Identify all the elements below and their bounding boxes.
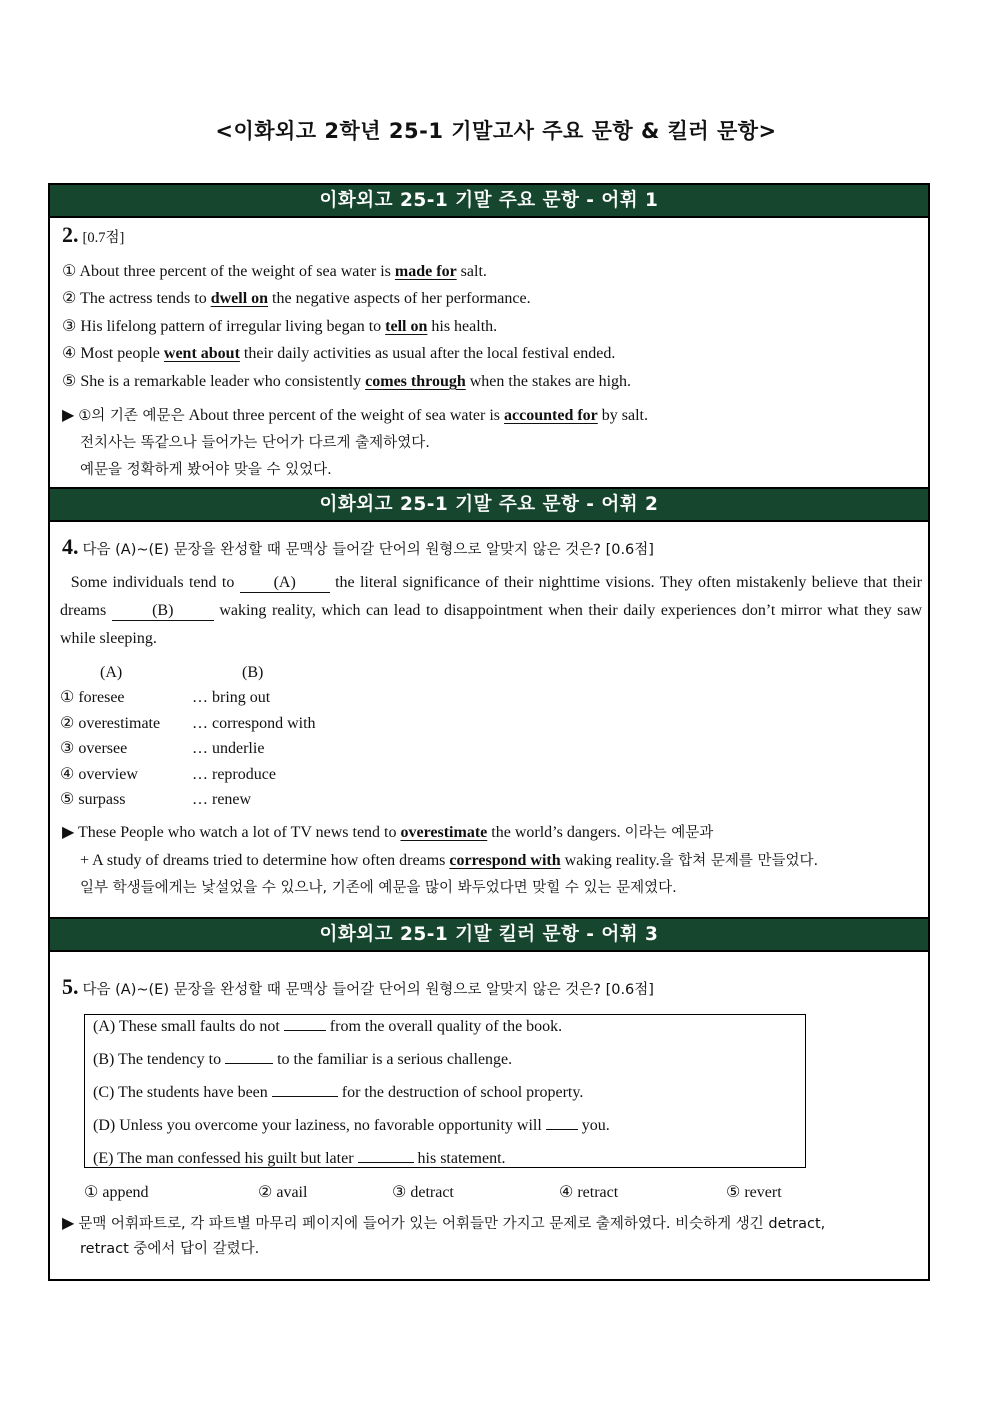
sentence-b: (B) The tendency to to the familiar is a serious challenge. [93, 1051, 513, 1068]
option-4: ④ overview … reproduce [60, 766, 276, 783]
choice-2: ② avail [258, 1184, 308, 1201]
key-phrase: comes through [365, 373, 466, 390]
option-3: ③ oversee … underlie [60, 740, 265, 757]
blank-b: (B) [112, 602, 214, 621]
section-header-2: 이화외고 25-1 기말 주요 문항 - 어휘 2 [50, 487, 928, 522]
option-1: ① foresee … bring out [60, 689, 271, 706]
section-header-1: 이화외고 25-1 기말 주요 문항 - 어휘 1 [50, 185, 928, 218]
commentary-line-1: ▶ ①의 기존 예문은 About three percent of the weight of sea water is accounted for by salt. [62, 407, 648, 424]
question-number: 5. [62, 974, 79, 999]
key-phrase: tell on [385, 318, 428, 335]
question-5-title [62, 974, 654, 1000]
sentence-d: (D) Unless you overcome your laziness, no favorable opportunity will you. [93, 1117, 610, 1134]
option-4: ④ Most people went about their daily activities as usual after the local festival ended. [62, 345, 616, 362]
commentary-line-3: 일부 학생들에게는 낯설었을 수 있으나, 기존에 예문을 많이 봐두었다면 맞힐 수 있는 문제였다. [80, 880, 677, 896]
triangle-bullet-icon: ▶ [62, 407, 75, 424]
exam-frame: 이화외고 25-1 기말 주요 문항 - 어휘 1 2. [0.7점] ① About three percent of the weight of sea water is made for salt. ② The actress tends to dwell on the negative aspects of her performance. ③ His lifelong pattern of irregular living began to tell on his health. ④ Most people went about their daily activities as usual after the local festival ended. ⑤ She is a remarkable leader who consistently comes through when the stakes are high. ▶ ①의 기존 예문은 About three percent of the weight of sea water is accounted for by salt. 전치사는 똑같으나 들어가는 단어가 다르게 출제하였다. 예문을 정확하게 봤어야 맞을 수 있었다. 이화외고 25-1 기말 주요 문항 - 어휘 2 4. 다음 (A)~(E) 문장을 완성할 때 문맥상 들어갈 단어의 원형으로 알맞지 않은 것은? [0.6점] Some individuals tend to (A) the literal significance of their nighttime visions. They often mistakenly believe that their dreams (B) waking reality, which can lead to disappointment when their daily experiences don’t mirror what they saw while sleeping. (A) (B) ① foresee … bring out ② overestimate … correspond with ③ oversee … underlie ④ overview … reproduce ⑤ surpass … renew ▶ These People who watch a lot of TV news tend to overestimate the world’s dangers. 이라는 예문과 + A study of dreams tried to determine how often dreams correspond with waking reality.을 합쳐 문제를 만들었다. 일부 학생들에게는 낯설었을 수 있으나, 기존에 예문을 많이 봐두었다면 맞힐 수 있는 문제였다. 이화외고 25-1 기말 킬러 문항 - 어휘 3 5. 다음 (A)~(E) 문장을 완성할 때 문맥상 들어갈 단어의 원형으로 알맞지 않은 것은? [0.6점] (A) These small faults do not from the overall quality of the book. (B) The tendency to to the familiar is a serious challenge. (C) The students have been for the destruction of school property. (D) Unless you overcome your laziness, no favorable opportunity will you. (E) The man confessed his guilt but later his statement. ① append ② avail ③ detract ④ retract ⑤ revert ▶ 문맥 어휘파트로, 각 파트별 마무리 페이지에 들어가 있는 어휘들만 가지고 문제로 출제하였다. 비슷하게 생긴 detract, retract 중에서 답이 갈렸다. [48, 183, 930, 1281]
question-number: 4. [62, 534, 79, 559]
question-text: 다음 (A)~(E) 문장을 완성할 때 문맥상 들어갈 단어의 원형으로 알맞지 않은 것은? [0.6점] [82, 982, 654, 998]
choice-4: ④ retract [559, 1184, 619, 1201]
page-title: <이화외고 2학년 25-1 기말고사 주요 문항 & 킬러 문항> [215, 119, 777, 143]
blank [225, 1063, 273, 1064]
key-phrase: went about [163, 345, 240, 362]
option-1: ① About three percent of the weight of sea water is made for salt. [62, 263, 487, 280]
choice-3: ③ detract [392, 1184, 454, 1201]
blank [546, 1129, 578, 1130]
blank [272, 1096, 338, 1097]
key-phrase: accounted for [504, 407, 598, 424]
sentence-box [84, 1014, 806, 1168]
question-2-title [62, 222, 125, 248]
question-number: 2. [62, 222, 79, 247]
sentence-c: (C) The students have been for the destruction of school property. [93, 1084, 584, 1101]
commentary-line-2: + A study of dreams tried to determine how often dreams correspond with waking reality.을 합쳐 문제를 만들었다. [80, 852, 819, 869]
blank-a: (A) [240, 574, 330, 593]
question-text: 다음 (A)~(E) 문장을 완성할 때 문맥상 들어갈 단어의 원형으로 알맞지 않은 것은? [0.6점] [82, 542, 654, 558]
commentary-line-2: 전치사는 똑같으나 들어가는 단어가 다르게 출제하였다. [80, 435, 430, 451]
option-2: ② overestimate … correspond with [60, 715, 316, 732]
sentence-e: (E) The man confessed his guilt but later his statement. [93, 1150, 506, 1167]
blank [358, 1162, 414, 1163]
key-phrase: overestimate [400, 824, 488, 841]
commentary-line-1: ▶ 문맥 어휘파트로, 각 파트별 마무리 페이지에 들어가 있는 어휘들만 가지고 문제로 출제하였다. 비슷하게 생긴 detract, [62, 1215, 826, 1232]
option-5: ⑤ surpass … renew [60, 791, 252, 808]
key-phrase: correspond with [449, 852, 561, 869]
key-phrase: dwell on [210, 290, 269, 307]
triangle-bullet-icon: ▶ [62, 1215, 75, 1232]
passage: Some individuals tend to (A) the literal significance of their nighttime visions. They often mistakenly believe that their dreams (B) waking reality, which can lead to disappointment when their daily experiences don’t mirror what they saw while sleeping. [60, 574, 923, 647]
choice-5: ⑤ revert [726, 1184, 782, 1201]
commentary-line-3: 예문을 정확하게 봤어야 맞을 수 있었다. [80, 462, 332, 478]
choice-1: ① append [84, 1184, 149, 1201]
option-3: ③ His lifelong pattern of irregular living began to tell on his health. [62, 318, 498, 335]
commentary-line-1: ▶ These People who watch a lot of TV news tend to overestimate the world’s dangers. 이라는 예문과 [62, 824, 714, 841]
sentence-a: (A) These small faults do not from the overall quality of the book. [93, 1018, 563, 1035]
question-points: [0.7점] [82, 230, 125, 246]
key-phrase: made for [394, 263, 457, 280]
triangle-bullet-icon: ▶ [62, 824, 75, 841]
option-2: ② The actress tends to dwell on the negative aspects of her performance. [62, 290, 531, 307]
question-4-title [62, 534, 654, 560]
section-header-3: 이화외고 25-1 기말 킬러 문항 - 어휘 3 [50, 917, 928, 952]
blank [284, 1030, 326, 1031]
commentary-line-2: retract 중에서 답이 갈렸다. [80, 1241, 260, 1257]
option-5: ⑤ She is a remarkable leader who consistently comes through when the stakes are high. [62, 373, 632, 390]
